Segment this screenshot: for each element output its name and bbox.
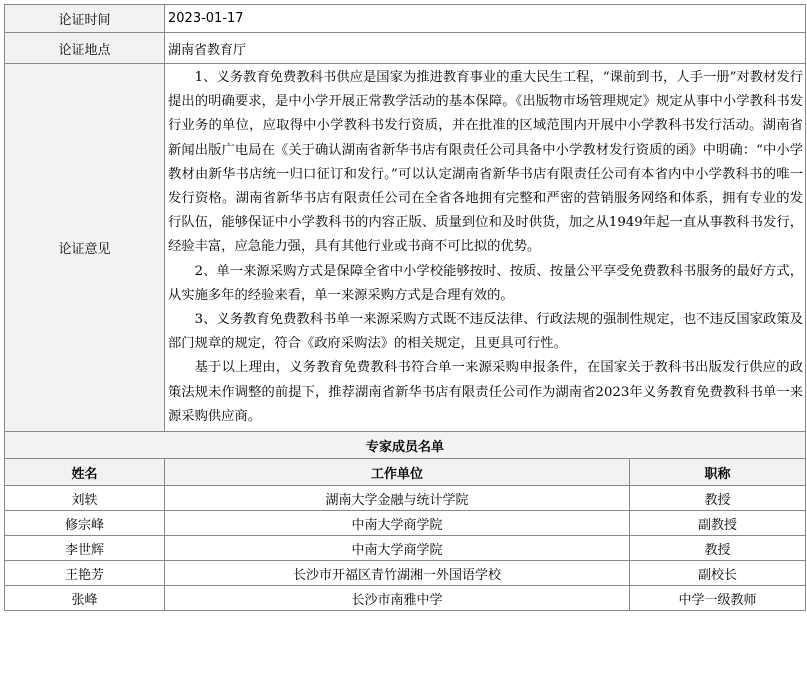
expert-title: 副校长 <box>630 561 806 586</box>
header-name: 姓名 <box>5 459 165 486</box>
opinion-paragraph-2: 2、单一来源采购方式是保障全省中小学校能够按时、按质、按量公平享受免费教科书服务的最好方式，从实施多年的经验来看，单一来源采购方式是合理有效的。 <box>168 263 804 303</box>
expert-name: 修宗峰 <box>5 511 165 536</box>
header-title: 职称 <box>630 459 806 486</box>
experts-title-row <box>5 432 806 459</box>
opinion-row <box>5 64 806 432</box>
expert-organization: 中南大学商学院 <box>165 536 630 561</box>
expert-organization: 中南大学商学院 <box>165 511 630 536</box>
table-row <box>5 586 806 611</box>
expert-name: 李世辉 <box>5 536 165 561</box>
experts-header-row <box>5 459 806 486</box>
opinion-text <box>165 64 806 432</box>
table-row <box>5 561 806 586</box>
expert-name: 张峰 <box>5 586 165 611</box>
expert-title: 教授 <box>630 536 806 561</box>
info-row-time <box>5 5 806 33</box>
time-value: 2023-01-17 <box>165 5 806 33</box>
info-row-location <box>5 33 806 64</box>
opinion-paragraph-1: 1、义务教育免费教科书供应是国家为推进教育事业的重大民生工程，“课前到书，人手一册”对教材发行提出的明确要求，是中小学开展正常教学活动的基本保障。《出版物市场管理规定》规定从事中小学教科书发行业务的单位，应取得中小学教科书发行资质，并在批准的区域范围内开展中小学教科书发行活动。湖南省新闻出版广电局在《关于确认湖南省新华书店有限责任公司具备中小学教材发行资质的函》中明确：“中小学教材由新华书店统一归口征订和发行。”可以认定湖南省新华书店有限责任公司有本省内中小学教科书的唯一发行资格。湖南省新华书店有限责任公司在全省各地拥有完整和严密的营销服务网络和体系，拥有专业的发行队伍，能够保证中小学教科书的内容正版、质量到位和及时供货，加之从1949年起一直从事教科书发行，经验丰富，应急能力强，具有其他行业或书商不可比拟的优势。 <box>168 70 804 255</box>
header-organization: 工作单位 <box>165 459 630 486</box>
table-row <box>5 511 806 536</box>
expert-name: 刘轶 <box>5 486 165 511</box>
opinion-label: 论证意见 <box>5 64 165 432</box>
expert-organization: 长沙市南雅中学 <box>165 586 630 611</box>
expert-organization: 长沙市开福区青竹湖湘一外国语学校 <box>165 561 630 586</box>
expert-title: 中学一级教师 <box>630 586 806 611</box>
expert-title: 副教授 <box>630 511 806 536</box>
opinion-paragraph-4: 基于以上理由，义务教育免费教科书符合单一来源采购申报条件，在国家关于教科书出版发行供应的政策法规未作调整的前提下，推荐湖南省新华书店有限责任公司作为湖南省2023年义务教育免费教科书单一来源采购供应商。 <box>168 360 804 424</box>
experts-title: 专家成员名单 <box>5 432 806 459</box>
table-row <box>5 486 806 511</box>
time-label: 论证时间 <box>5 5 165 33</box>
evaluation-table <box>4 4 806 611</box>
opinion-paragraph-3: 3、义务教育免费教科书单一来源采购方式既不违反法律、行政法规的强制性规定，也不违反国家政策及部门规章的规定，符合《政府采购法》的相关规定，且更具可行性。 <box>168 312 804 352</box>
expert-name: 王艳芳 <box>5 561 165 586</box>
expert-title: 教授 <box>630 486 806 511</box>
table-row <box>5 536 806 561</box>
expert-organization: 湖南大学金融与统计学院 <box>165 486 630 511</box>
location-label: 论证地点 <box>5 33 165 64</box>
location-value: 湖南省教育厅 <box>165 33 806 64</box>
